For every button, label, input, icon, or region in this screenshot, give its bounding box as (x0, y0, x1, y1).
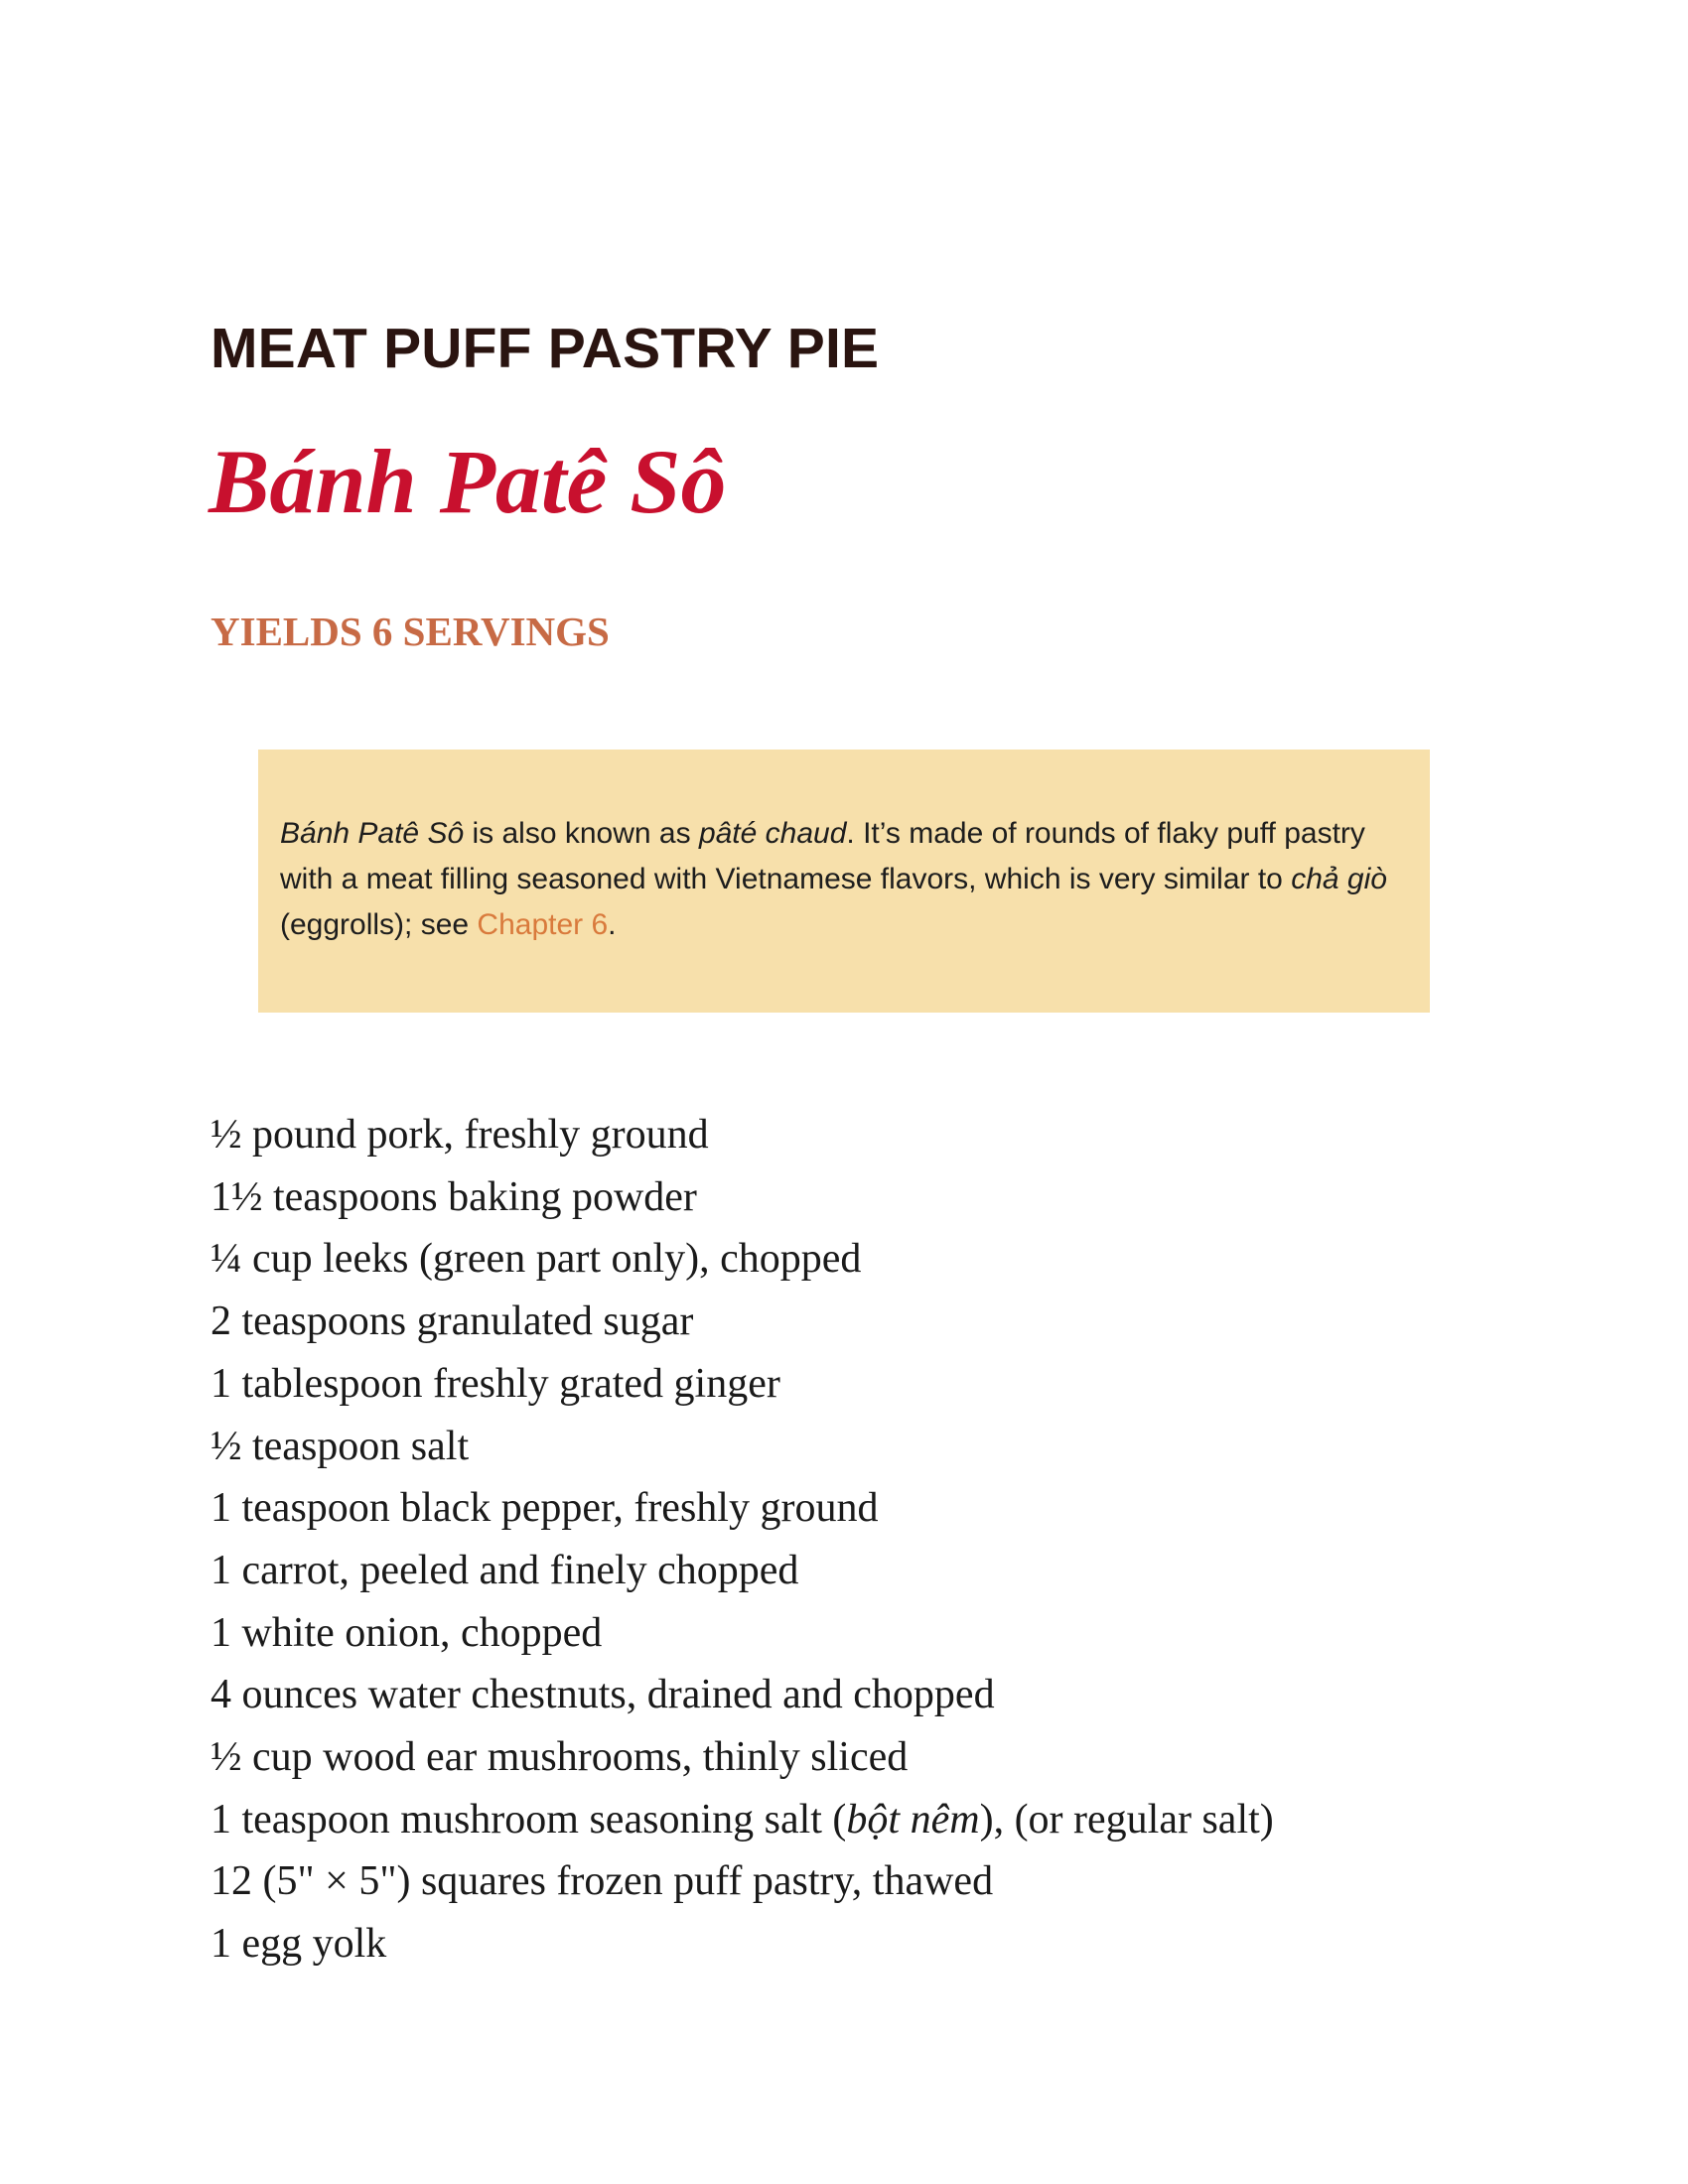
ingredient-item: 4 ounces water chestnuts, drained and chopped (211, 1672, 995, 1718)
intro-sidebar (258, 750, 1430, 1013)
intro-text-part: (eggrolls); see (280, 908, 478, 941)
ingredient-item: ½ teaspoon salt (211, 1423, 470, 1469)
ingredient-item: 12 (5" × 5") squares frozen puff pastry, thawed (211, 1858, 994, 1905)
ingredient-list (211, 1104, 1274, 1976)
ingredient-item: ¼ cup leeks (green part only), chopped (211, 1236, 862, 1283)
ingredient-item: 1 tablespoon freshly grated ginger (211, 1360, 780, 1407)
intro-text-part: . (608, 908, 617, 941)
intro-eggroll-name: chả giò (1291, 863, 1387, 895)
ingredient-item: 1 white onion, chopped (211, 1609, 603, 1656)
intro-text (280, 811, 1390, 948)
intro-text-part: is also known as (464, 817, 699, 850)
recipe-title-english: MEAT PUFF PASTRY PIE (211, 317, 880, 380)
ingredient-item: 1 carrot, peeled and finely chopped (211, 1547, 799, 1593)
intro-alt-name: pâté chaud (698, 817, 847, 850)
ingredient-item (211, 1789, 1274, 1851)
ingredient-item: ½ cup wood ear mushrooms, thinly sliced (211, 1734, 909, 1781)
chapter-6-link[interactable]: Chapter 6 (477, 908, 609, 941)
recipe-title-vietnamese: Bánh Patê Sô (209, 431, 727, 532)
ingredient-vietnamese-term: bột nêm (846, 1796, 980, 1843)
ingredient-item: 1 teaspoon black pepper, freshly ground (211, 1485, 879, 1532)
ingredient-text-part: 1 teaspoon mushroom seasoning salt ( (211, 1796, 847, 1843)
ingredient-text-part: ), (or regular salt) (979, 1796, 1274, 1843)
ingredient-item: ½ pound pork, freshly ground (211, 1112, 709, 1158)
intro-dish-name: Bánh Patê Sô (280, 817, 465, 850)
ingredient-item: 1½ teaspoons baking powder (211, 1173, 697, 1220)
yields-servings: YIELDS 6 SERVINGS (211, 609, 610, 654)
ingredient-item: 2 teaspoons granulated sugar (211, 1298, 694, 1345)
intro-text-part: . It’s made of rounds of flaky puff pastry with a meat filling seasoned with Vietnamese flavors, which is very similar to (280, 817, 1365, 895)
ingredient-item: 1 egg yolk (211, 1921, 387, 1968)
